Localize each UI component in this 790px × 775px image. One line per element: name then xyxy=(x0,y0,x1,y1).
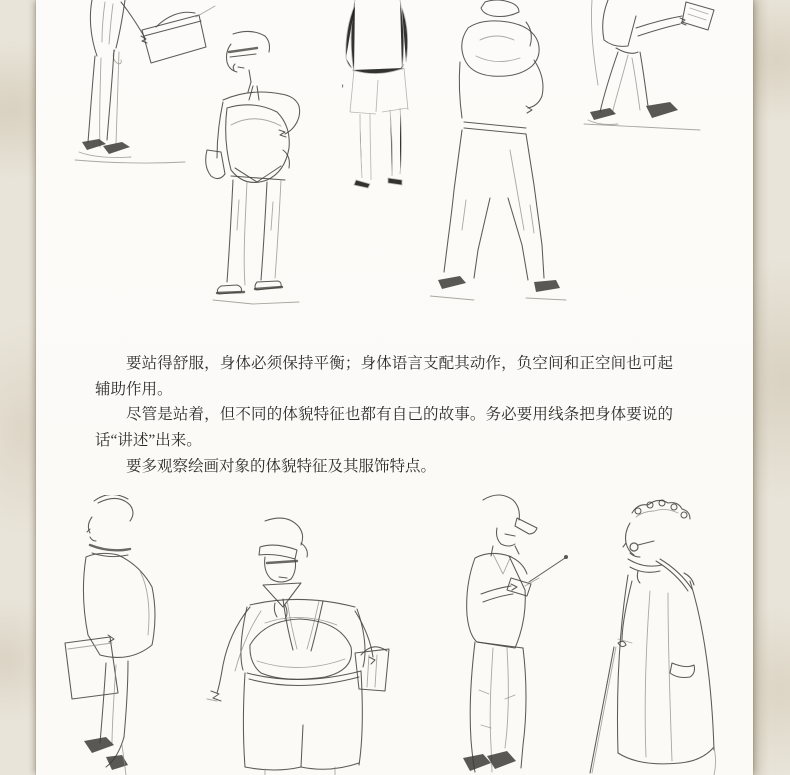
sketch-bundle-porter-back-view xyxy=(430,0,570,310)
sketch-apron-man-hand-on-hip xyxy=(205,30,325,315)
paragraph-3: 要多观察绘画对象的体貌特征及其服饰特点。 xyxy=(126,457,437,475)
sketch-man-with-antenna-radio xyxy=(435,490,580,775)
paragraph-2: 尽管是站着，但不同的体貌特征也都有自己的故事。务必要用线条把身体要说的话“讲述”出来。 xyxy=(95,406,673,450)
paragraph-1: 要站得舒服，身体必须保持平衡；身体语言支配其动作，负空间和正空间也可起辅助作用。 xyxy=(95,355,673,398)
sketch-elderly-woman-with-cane xyxy=(580,495,740,775)
sketch-faint-figure-in-shorts xyxy=(330,0,430,200)
sketch-profile-man-with-folder xyxy=(60,495,170,775)
book-page xyxy=(36,0,753,775)
background-right-band xyxy=(753,0,790,775)
body-text xyxy=(95,351,673,480)
sketch-stout-man-with-bucket xyxy=(205,515,400,775)
sketch-striding-figure-raised-arm xyxy=(580,0,730,140)
